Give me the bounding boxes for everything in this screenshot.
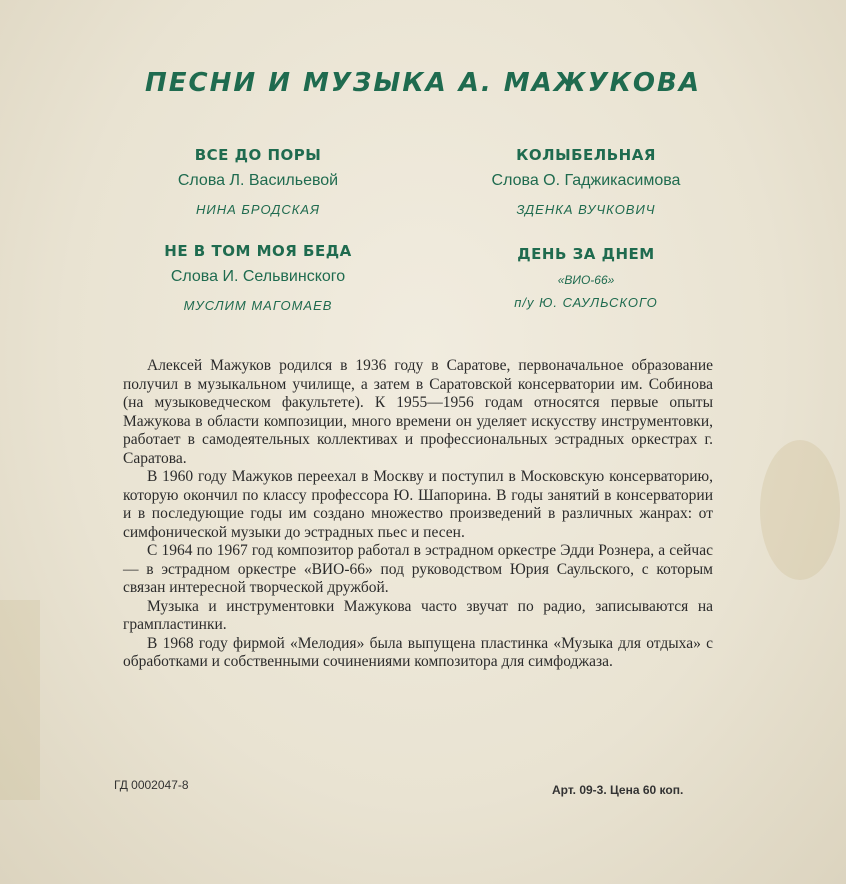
song-performer: МУСЛИМ МАГОМАЕВ: [183, 298, 333, 313]
song-ensemble: «ВИО-66»: [557, 273, 615, 287]
paragraph: В 1960 году Мажуков переехал в Москву и поступил в Московскую консерваторию, которую окончил по классу профессора Ю. Шапорина. В годы занятий в консерватории и в последующие годы им создано множество произведений в различных жанрах: от симфонической музыки до эстрадных пьес и песен.: [123, 468, 713, 541]
paper-stain: [760, 440, 840, 580]
price-label: Арт. 09-3. Цена 60 коп.: [552, 783, 684, 797]
song-lyricist: Слова Л. Васильевой: [177, 172, 339, 189]
song-title: КОЛЫБЕЛЬНАЯ: [516, 146, 656, 164]
song-performer: НИНА БРОДСКАЯ: [196, 202, 320, 217]
paragraph: С 1964 по 1967 год композитор работал в эстрадном оркестре Эдди Рознера, а сейчас — в эстрадном оркестре «ВИО-66» под руководством Юрия Саульского, с которым связан интересной творческой дружбой.: [123, 542, 713, 596]
song-title: НЕ В ТОМ МОЯ БЕДА: [164, 242, 352, 260]
song-lyricist: Слова О. Гаджикасимова: [491, 172, 681, 189]
song-block: [108, 242, 408, 313]
song-lyricist: Слова И. Сельвинского: [170, 268, 346, 285]
biography-text: [123, 357, 713, 672]
paragraph: Алексей Мажуков родился в 1936 году в Саратове, первоначальное образование получил в музыкальном училище, а затем в Саратовской консерватории им. Собинова (на музыковедческом факультете). К 1955—1956 годам относятся первые опыты Мажукова в области композиции, много времени он уделяет искусству инструментовки, работает в самодеятельных коллективах и профессиональных эстрадных оркестрах г. Саратова.: [123, 357, 713, 467]
song-block: [108, 146, 408, 217]
song-title: ВСЕ ДО ПОРЫ: [194, 146, 322, 164]
catalog-code: ГД 0002047-8: [114, 778, 189, 792]
song-block: [436, 245, 736, 310]
page-title: ПЕСНИ И МУЗЫКА А. МАЖУКОВА: [145, 68, 701, 98]
paragraph: В 1968 году фирмой «Мелодия» была выпущена пластинка «Музыка для отдыха» с обработками и собственными сочинениями композитора для симфоджаза.: [123, 634, 713, 670]
paper-stain: [0, 600, 40, 800]
song-block: [436, 146, 736, 217]
song-conductor: п/у Ю. САУЛЬСКОГО: [514, 295, 658, 310]
song-performer: ЗДЕНКА ВУЧКОВИЧ: [516, 202, 656, 217]
song-title: ДЕНЬ ЗА ДНЕМ: [517, 245, 655, 263]
paragraph: Музыка и инструментовки Мажукова часто звучат по радио, записываются на грампластинки.: [123, 597, 713, 633]
